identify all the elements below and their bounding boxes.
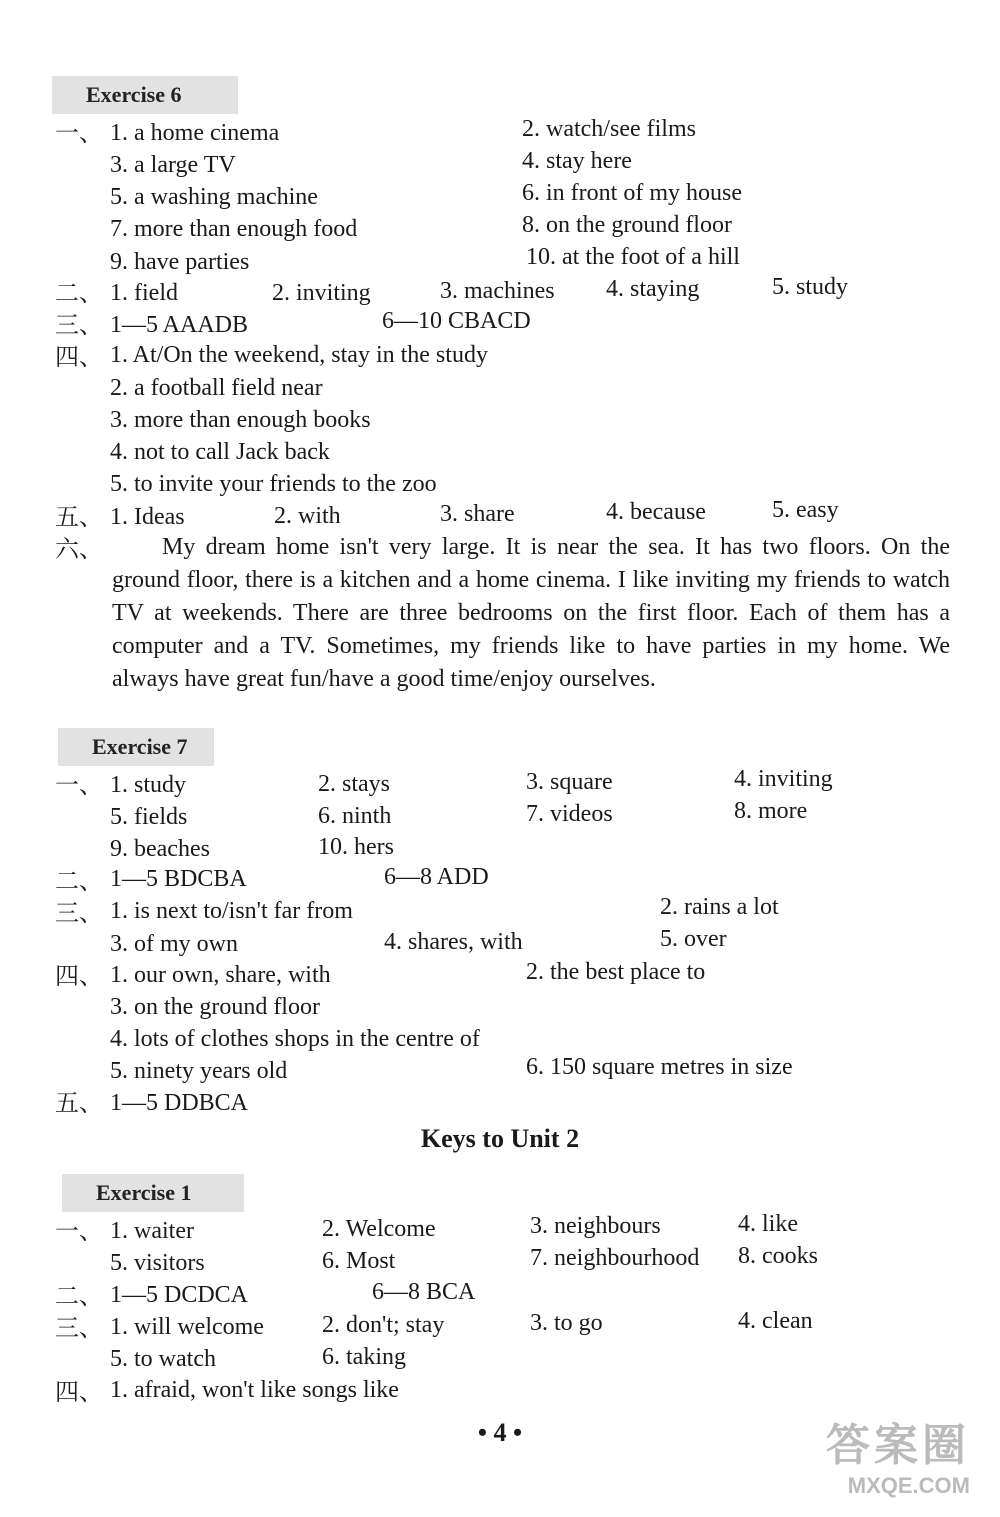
answer-item: 6—10 CBACD	[382, 308, 531, 334]
answer-item: 1—5 DDBCA	[110, 1090, 249, 1116]
watermark	[826, 1409, 970, 1499]
answer-item: 5. ninety years old	[110, 1058, 288, 1084]
answer-item: 6—8 BCA	[372, 1279, 476, 1305]
exercise-1-title: Exercise 1	[62, 1174, 244, 1212]
section-marker: 一、	[55, 1217, 103, 1245]
answer-item: 6. Most	[322, 1248, 396, 1274]
answer-item: 3. square	[526, 769, 613, 795]
answer-item: 4. shares, with	[384, 929, 523, 955]
exercise-7-title: Exercise 7	[58, 728, 214, 766]
answer-item: 1—5 DCDCA	[110, 1282, 249, 1308]
answer-item: 1—5 AAADB	[110, 312, 249, 338]
answer-item: 5. over	[660, 926, 727, 952]
answer-item: 1—5 BDCBA	[110, 866, 247, 892]
answer-item: 7. videos	[526, 801, 613, 827]
answer-item: 2. don't; stay	[322, 1312, 445, 1338]
answer-item: 6. in front of my house	[522, 180, 742, 206]
unit-title: Keys to Unit 2	[420, 1124, 580, 1153]
writing-sample-paragraph: My dream home isn't very large. It is near the sea. It has two floors. On the ground floor, there is a kitchen and a home cinema. I like inviting my friends to watch TV at weekends. There are three bedrooms on the first floor. Each of them has a computer and a TV. Sometimes, my friends like to have parties in my home. We always have great fun/have a good time/enjoy ourselves.	[112, 534, 950, 692]
answer-item: 2. with	[274, 503, 341, 529]
section-marker: 一、	[55, 119, 103, 147]
answer-item: 4. not to call Jack back	[110, 439, 330, 465]
answer-item: 5. fields	[110, 804, 188, 830]
answer-item: 2. rains a lot	[660, 894, 779, 920]
watermark-logo: 答案圈	[826, 1421, 970, 1470]
answer-item: 1. waiter	[110, 1218, 194, 1244]
answer-item: 4. inviting	[734, 766, 833, 792]
answer-item: 6—8 ADD	[384, 864, 489, 890]
section-marker: 四、	[55, 1378, 103, 1406]
answer-item: 8. on the ground floor	[522, 212, 732, 238]
section-marker: 三、	[55, 1314, 103, 1342]
section-marker: 三、	[55, 899, 103, 927]
answer-item: 2. Welcome	[322, 1216, 436, 1242]
answer-item: 3. of my own	[110, 931, 238, 957]
answer-item: 9. beaches	[110, 836, 210, 862]
section-marker: 四、	[55, 343, 103, 371]
answer-item: 3. share	[440, 501, 515, 527]
section-marker: 二、	[55, 1282, 103, 1310]
answer-item: 1. Ideas	[110, 504, 185, 530]
answer-item: 1. is next to/isn't far from	[110, 898, 353, 924]
answer-item: 8. more	[734, 798, 808, 824]
answer-item: 2. a football field near	[110, 375, 323, 401]
answer-item: 1. At/On the weekend, stay in the study	[110, 342, 488, 368]
section-marker: 一、	[55, 771, 103, 799]
answer-item: 6. ninth	[318, 803, 392, 829]
section-marker: 二、	[55, 867, 103, 895]
answer-item: 3. neighbours	[530, 1213, 661, 1239]
exercise-6-title: Exercise 6	[52, 76, 238, 114]
section-marker: 二、	[55, 279, 103, 307]
answer-item: 3. machines	[440, 278, 555, 304]
section-marker: 六、	[55, 535, 103, 563]
answer-item: 4. stay here	[522, 148, 632, 174]
section-marker: 五、	[55, 1089, 103, 1117]
answer-item: 4. clean	[738, 1308, 813, 1334]
answer-item: 10. hers	[318, 834, 394, 860]
answer-item: 1. will welcome	[110, 1314, 264, 1340]
answer-item: 7. neighbourhood	[530, 1245, 700, 1271]
section-marker: 三、	[55, 311, 103, 339]
answer-item: 5. to invite your friends to the zoo	[110, 471, 437, 497]
page-number: • 4 •	[477, 1418, 523, 1447]
section-marker: 四、	[55, 962, 103, 990]
answer-item: 3. on the ground floor	[110, 994, 320, 1020]
answer-item: 3. to go	[530, 1310, 603, 1336]
answer-item: 4. lots of clothes shops in the centre of	[110, 1026, 480, 1052]
answer-item: 5. easy	[772, 497, 839, 523]
answer-item: 4. staying	[606, 276, 700, 302]
answer-item: 10. at the foot of a hill	[526, 244, 740, 270]
watermark-url: MXQE.COM	[847, 1473, 970, 1498]
answer-item: 2. stays	[318, 771, 390, 797]
answer-item: 3. more than enough books	[110, 407, 371, 433]
answer-item: 1. afraid, won't like songs like	[110, 1377, 399, 1403]
answer-item: 4. like	[738, 1211, 798, 1237]
answer-item: 7. more than enough food	[110, 216, 358, 242]
answer-item: 8. cooks	[738, 1243, 818, 1269]
answer-item: 2. inviting	[272, 280, 371, 306]
answer-item: 2. the best place to	[526, 959, 706, 985]
answer-item: 2. watch/see films	[522, 116, 696, 142]
answer-item: 5. visitors	[110, 1250, 205, 1276]
answer-item: 1. a home cinema	[110, 120, 280, 146]
answer-item: 6. 150 square metres in size	[526, 1054, 793, 1080]
answer-item: 6. taking	[322, 1344, 406, 1370]
answer-item: 1. study	[110, 772, 187, 798]
answer-item: 1. field	[110, 280, 178, 306]
section-marker: 五、	[55, 503, 103, 531]
answer-item: 5. a washing machine	[110, 184, 318, 210]
answer-item: 4. because	[606, 499, 706, 525]
answer-item: 5. study	[772, 274, 849, 300]
answer-item: 5. to watch	[110, 1346, 216, 1372]
answer-item: 3. a large TV	[110, 152, 236, 178]
answer-item: 9. have parties	[110, 249, 250, 275]
answer-item: 1. our own, share, with	[110, 962, 331, 988]
